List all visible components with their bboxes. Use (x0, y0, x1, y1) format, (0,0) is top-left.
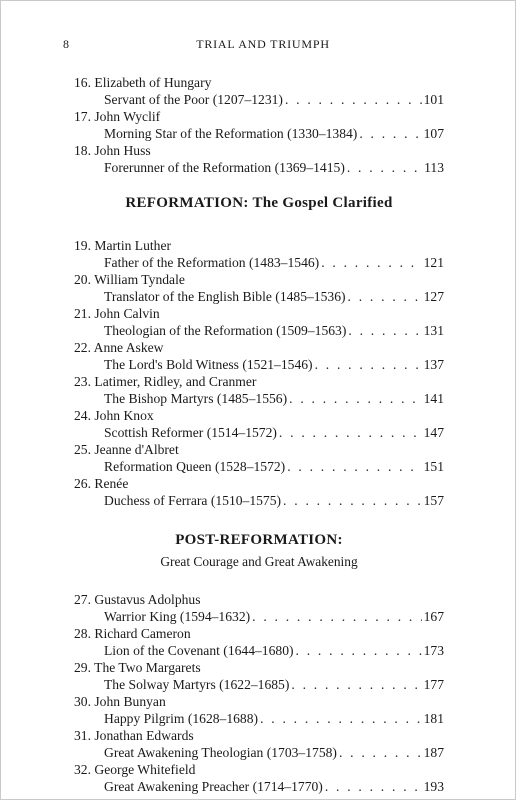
dot-leader (283, 492, 422, 509)
toc-entry-line (74, 492, 444, 509)
table-of-contents (74, 74, 444, 795)
toc-entry-page-number: 113 (424, 160, 444, 175)
toc-entry (74, 761, 444, 795)
toc-entry-line (74, 390, 444, 407)
toc-entry-page-number: 187 (423, 745, 444, 760)
toc-group-medieval (74, 74, 444, 176)
toc-entry-subtitle: Lion of the Covenant (1644–1680) (104, 643, 294, 658)
section-heading-reformation: REFORMATION: The Gospel Clarified (125, 195, 393, 211)
toc-entry-title: 30. John Bunyan (74, 694, 166, 709)
toc-entry-line (74, 91, 444, 108)
toc-entry-subtitle: The Lord's Bold Witness (1521–1546) (104, 357, 313, 372)
toc-entry-title: 16. Elizabeth of Hungary (74, 75, 212, 90)
toc-entry (74, 271, 444, 305)
toc-entry (74, 727, 444, 761)
dot-leader (260, 710, 422, 727)
toc-entry-line (74, 322, 444, 339)
toc-entry-subtitle: Warrior King (1594–1632) (104, 609, 251, 624)
toc-entry-page-number: 131 (423, 323, 444, 338)
toc-entry-line (74, 608, 444, 625)
toc-entry-page-number: 137 (423, 357, 444, 372)
dot-leader (347, 159, 422, 176)
toc-entry (74, 475, 444, 509)
toc-entry-subtitle: Morning Star of the Reformation (1330–1384) (104, 126, 358, 141)
toc-entry-title: 29. The Two Margarets (74, 660, 201, 675)
dot-leader (279, 424, 422, 441)
toc-entry (74, 625, 444, 659)
toc-entry-title: 24. John Knox (74, 408, 154, 423)
toc-entry-title: 26. Renée (74, 476, 129, 491)
toc-entry-page-number: 107 (423, 126, 444, 141)
dot-leader (285, 91, 422, 108)
toc-entry-line (74, 744, 444, 761)
page-number: 8 (63, 37, 69, 51)
dot-leader (321, 254, 421, 271)
toc-entry-page-number: 141 (423, 391, 444, 406)
toc-entry-subtitle: The Bishop Martyrs (1485–1556) (104, 391, 288, 406)
toc-entry-page-number: 101 (423, 92, 444, 107)
toc-entry (74, 74, 444, 108)
toc-entry (74, 142, 444, 176)
toc-entry (74, 373, 444, 407)
toc-entry-line (74, 356, 444, 373)
toc-entry-title: 20. William Tyndale (74, 272, 185, 287)
toc-entry (74, 407, 444, 441)
dot-leader (348, 322, 421, 339)
toc-entry-subtitle: Forerunner of the Reformation (1369–1415) (104, 160, 345, 175)
toc-entry-subtitle: Great Awakening Preacher (1714–1770) (104, 779, 323, 794)
toc-entry-subtitle: Scottish Reformer (1514–1572) (104, 425, 277, 440)
toc-entry-title: 21. John Calvin (74, 306, 160, 321)
dot-leader (325, 778, 422, 795)
toc-entry-subtitle: Great Awakening Theologian (1703–1758) (104, 745, 337, 760)
toc-entry-subtitle: Translator of the English Bible (1485–1536) (104, 289, 346, 304)
toc-group-reformation (74, 237, 444, 509)
toc-entry (74, 108, 444, 142)
toc-entry-page-number: 151 (423, 459, 444, 474)
toc-entry-line (74, 288, 444, 305)
toc-entry-page-number: 147 (423, 425, 444, 440)
toc-entry-subtitle: The Solway Martyrs (1622–1685) (104, 677, 290, 692)
toc-entry-page-number: 177 (423, 677, 444, 692)
running-head: TRIAL AND TRIUMPH (196, 37, 330, 51)
toc-group-post-reformation (74, 591, 444, 795)
toc-entry-subtitle: Duchess of Ferrara (1510–1575) (104, 493, 282, 508)
dot-leader (339, 744, 422, 761)
dot-leader (359, 125, 421, 142)
toc-entry-subtitle: Happy Pilgrim (1628–1688) (104, 711, 259, 726)
toc-entry (74, 305, 444, 339)
toc-entry (74, 693, 444, 727)
toc-entry-line (74, 424, 444, 441)
toc-entry-page-number: 157 (423, 493, 444, 508)
toc-entry-title: 28. Richard Cameron (74, 626, 191, 641)
dot-leader (289, 390, 421, 407)
toc-entry-line (74, 458, 444, 475)
toc-entry-title: 31. Jonathan Edwards (74, 728, 194, 743)
toc-entry (74, 339, 444, 373)
toc-entry-title: 17. John Wyclif (74, 109, 161, 124)
toc-entry-page-number: 121 (423, 255, 444, 270)
toc-entry-page-number: 173 (423, 643, 444, 658)
toc-entry-page-number: 193 (423, 779, 444, 794)
section-heading-post-reformation: POST-REFORMATION: (175, 532, 343, 548)
toc-entry-line (74, 254, 444, 271)
toc-entry (74, 237, 444, 271)
toc-entry-line (74, 778, 444, 795)
toc-entry-title: 22. Anne Askew (74, 340, 164, 355)
toc-entry-title: 23. Latimer, Ridley, and Cranmer (74, 374, 257, 389)
dot-leader (315, 356, 422, 373)
toc-entry-title: 18. John Huss (74, 143, 151, 158)
toc-entry-line (74, 676, 444, 693)
dot-leader (287, 458, 421, 475)
toc-entry-page-number: 127 (423, 289, 444, 304)
toc-entry-title: 27. Gustavus Adolphus (74, 592, 201, 607)
toc-entry-title: 25. Jeanne d'Albret (74, 442, 179, 457)
toc-entry (74, 441, 444, 475)
toc-entry-title: 32. George Whitefield (74, 762, 196, 777)
dot-leader (252, 608, 421, 625)
toc-entry-line (74, 125, 444, 142)
toc-entry-page-number: 167 (423, 609, 444, 624)
toc-entry-subtitle: Father of the Reformation (1483–1546) (104, 255, 320, 270)
toc-entry-line (74, 642, 444, 659)
toc-entry-page-number: 181 (423, 711, 444, 726)
dot-leader (296, 642, 422, 659)
dot-leader (348, 288, 422, 305)
section-subheading-post-reformation: Great Courage and Great Awakening (160, 554, 358, 569)
toc-entry-subtitle: Servant of the Poor (1207–1231) (104, 92, 283, 107)
toc-entry-line (74, 159, 444, 176)
dot-leader (291, 676, 421, 693)
toc-entry (74, 659, 444, 693)
toc-entry (74, 591, 444, 625)
toc-entry-title: 19. Martin Luther (74, 238, 172, 253)
toc-entry-line (74, 710, 444, 727)
toc-entry-subtitle: Reformation Queen (1528–1572) (104, 459, 286, 474)
toc-entry-subtitle: Theologian of the Reformation (1509–1563) (104, 323, 347, 338)
